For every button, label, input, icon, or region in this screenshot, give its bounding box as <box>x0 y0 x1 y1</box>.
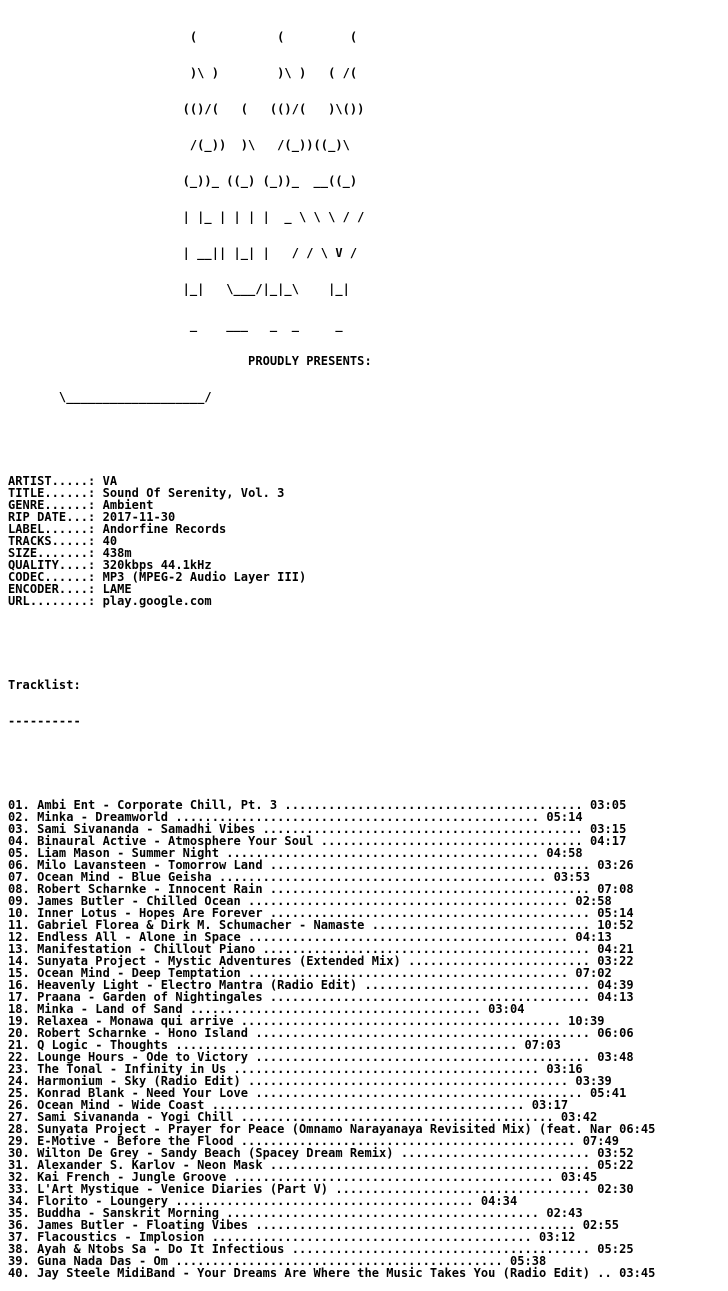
header-art-line: /(_)) )\ /(_))((_)\ <box>8 138 350 152</box>
track-row: 12. Endless All - Alone in Space ............................................ 04:13 <box>8 930 612 944</box>
tracklist-rule: ---------- <box>8 714 81 728</box>
track-row: 05. Liam Mason - Summer Night ........................................... 04:58 <box>8 846 583 860</box>
track-row: 29. E-Motive - Before the Flood .............................................. 07:49 <box>8 1134 620 1148</box>
presents-underline: \___________________/ <box>8 390 212 404</box>
info-value: 438m <box>102 546 132 560</box>
header-art-line: (()/( ( (()/( )\()) <box>8 102 365 116</box>
tracklist <box>8 799 655 1279</box>
track-row: 11. Gabriel Florea & Dirk M. Schumacher - Namaste .............................. 10:52 <box>8 918 634 932</box>
info-value: 2017-11-30 <box>102 510 176 524</box>
track-row: 24. Harmonium - Sky (Radio Edit) ............................................ 03:39 <box>8 1074 612 1088</box>
tracklist-heading: Tracklist: <box>8 678 81 692</box>
info-value: LAME <box>102 582 132 596</box>
info-key: SIZE.......: <box>8 546 103 560</box>
info-key: GENRE......: <box>8 498 103 512</box>
info-key: RIP DATE...: <box>8 510 103 524</box>
track-row: 07. Ocean Mind - Blue Geisha ............................................. 03:53 <box>8 870 590 884</box>
info-key: ARTIST.....: <box>8 474 103 488</box>
track-row: 35. Buddha - Sanskrit Morning ........................................... 02:43 <box>8 1206 583 1220</box>
track-row: 25. Konrad Blank - Need Your Love ............................................. 05:41 <box>8 1086 627 1100</box>
info-row <box>8 595 655 607</box>
track-row: 19. Relaxea - Monawa qui arrive ............................................ 10:39 <box>8 1014 605 1028</box>
track-row: 33. L'Art Mystique - Venice Diaries (Part V) ................................... 02:30 <box>8 1182 634 1196</box>
info-value: play.google.com <box>102 594 212 608</box>
track-row: 15. Ocean Mind - Deep Temptation ............................................ 07:02 <box>8 966 612 980</box>
blank-line <box>8 751 655 763</box>
track-row: 22. Lounge Hours - Ode to Victory .............................................. 03:48 <box>8 1050 634 1064</box>
blank-line <box>8 427 655 439</box>
track-row: 16. Heavenly Light - Electro Mantra (Radio Edit) ............................... 04:39 <box>8 978 634 992</box>
track-row: 02. Minka - Dreamworld .................................................. 05:14 <box>8 810 583 824</box>
info-value: Sound Of Serenity, Vol. 3 <box>102 486 285 500</box>
header-art-line: (_))_ ((_) (_))_ __((_) <box>8 174 358 188</box>
blank-line <box>8 643 655 655</box>
track-row: 17. Praana - Garden of Nightingales ............................................ 04:13 <box>8 990 634 1004</box>
track-row: 34. Florito - Loungery ......................................... 04:34 <box>8 1194 518 1208</box>
nfo-document <box>8 7 655 1291</box>
header-art-line: ( ( ( <box>8 30 358 44</box>
info-key: TITLE......: <box>8 486 103 500</box>
release-info <box>8 475 655 607</box>
track-row: 13. Manifestation - Chillout Piano ............................................. 04:21 <box>8 942 634 956</box>
info-key: ENCODER....: <box>8 582 103 596</box>
track-row: 26. Ocean Mind - Wide Coast ........................................... 03:17 <box>8 1098 569 1112</box>
track-row: 09. James Butler - Chilled Ocean ............................................ 02:58 <box>8 894 612 908</box>
header-art-line: _ ___ _ _ _ <box>8 318 343 332</box>
track-row: 18. Minka - Land of Sand ........................................ 03:04 <box>8 1002 525 1016</box>
track-row: 20. Robert Scharnke - Hono Island .............................................. 06:06 <box>8 1026 634 1040</box>
track-row: 23. The Tonal - Infinity in Us .......................................... 03:16 <box>8 1062 583 1076</box>
track-row: 40. Jay Steele MidiBand - Your Dreams Are Where the Music Takes You (Radio Edit) .. 03:45 <box>8 1266 656 1280</box>
header-art-line: |_| \___/|_|_\ |_| <box>8 282 350 296</box>
header-art-line: )\ ) )\ ) ( /( <box>8 66 358 80</box>
track-row: 03. Sami Sivananda - Samadhi Vibes ............................................ 03:15 <box>8 822 627 836</box>
info-value: MP3 (MPEG-2 Audio Layer III) <box>102 570 307 584</box>
track-row: 39. Guna Nada Das - Om ............................................. 05:38 <box>8 1254 547 1268</box>
info-key: LABEL......: <box>8 522 103 536</box>
info-value: Ambient <box>102 498 154 512</box>
track-row: 32. Kai French - Jungle Groove ............................................ 03:45 <box>8 1170 598 1184</box>
track-row: 08. Robert Scharnke - Innocent Rain ............................................ 07:08 <box>8 882 634 896</box>
info-key: URL........: <box>8 594 103 608</box>
track-row: 31. Alexander S. Karlov - Neon Mask ............................................ 05:22 <box>8 1158 634 1172</box>
track-row: 06. Milo Lavansteen - Tomorrow Land ............................................ 03:26 <box>8 858 634 872</box>
track-row: 28. Sunyata Project - Prayer for Peace (Omnamo Narayanaya Revisited Mix) (feat. Nar 06:45 <box>8 1122 656 1136</box>
track-row: 14. Sunyata Project - Mystic Adventures (Extended Mix) ......................... 03:22 <box>8 954 634 968</box>
info-value: 40 <box>102 534 118 548</box>
header-art-line: | __|| |_| | / / \ V / <box>8 246 358 260</box>
info-key: QUALITY....: <box>8 558 103 572</box>
track-row: 01. Ambi Ent - Corporate Chill, Pt. 3 ......................................... 03:05 <box>8 798 627 812</box>
track-row: 37. Flacoustics - Implosion ............................................ 03:12 <box>8 1230 576 1244</box>
track-row: 10. Inner Lotus - Hopes Are Forever ............................................ 05:14 <box>8 906 634 920</box>
info-key: CODEC......: <box>8 570 103 584</box>
info-value: Andorfine Records <box>102 522 227 536</box>
info-value: 320kbps 44.1kHz <box>102 558 212 572</box>
track-row: 27. Sami Sivananda - Yogi Chill ........................................... 03:42 <box>8 1110 598 1124</box>
header-art-line: | |_ | | | | _ \ \ \ / / <box>8 210 365 224</box>
presents-line: PROUDLY PRESENTS: <box>8 354 372 368</box>
track-row: 38. Ayah & Ntobs Sa - Do It Infectious ......................................... 05:25 <box>8 1242 634 1256</box>
track-row: 21. Q Logic - Thoughts ............................................... 07:03 <box>8 1038 561 1052</box>
track-row: 30. Wilton De Grey - Sandy Beach (Spacey Dream Remix) .......................... 03:52 <box>8 1146 634 1160</box>
info-value: VA <box>102 474 118 488</box>
track-row: 04. Binaural Active - Atmosphere Your Soul .................................... 04:17 <box>8 834 627 848</box>
track-row: 36. James Butler - Floating Vibes ............................................ 02:55 <box>8 1218 620 1232</box>
info-key: TRACKS.....: <box>8 534 103 548</box>
